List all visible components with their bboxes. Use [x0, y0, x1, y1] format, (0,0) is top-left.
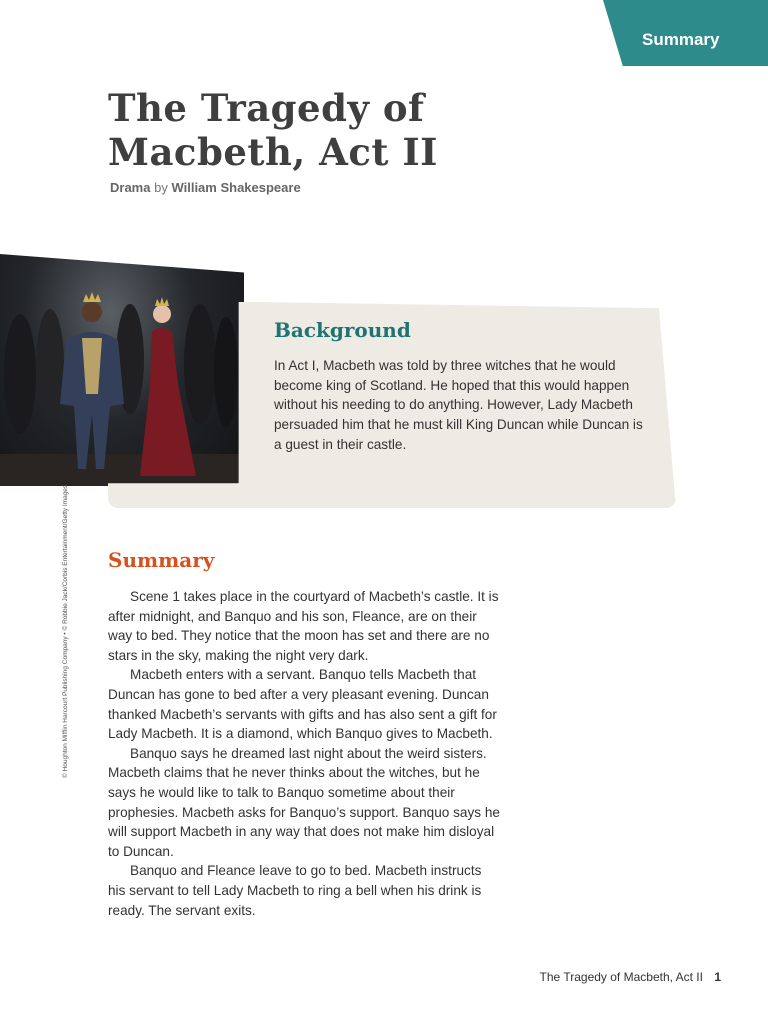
byline [110, 180, 301, 195]
genre-label: Drama [110, 180, 151, 195]
summary-paragraph: Macbeth enters with a servant. Banquo tells Macbeth that Duncan has gone to bed after a very pleasant evening. Duncan thanked Macbeth’s servants with gifts and has also sent a gift for Lady Macbeth. It is a diamond, which Banquo gives to Macbeth. [108, 667, 497, 742]
page-title: The Tragedy of Macbeth, Act II [108, 86, 438, 174]
summary-heading: Summary [108, 548, 215, 572]
stage-photo [0, 254, 244, 486]
author-name: William Shakespeare [171, 180, 301, 195]
summary-body [108, 587, 500, 920]
stage-photo-illustration [0, 254, 244, 486]
photo-credit: © Houghton Mifflin Harcourt Publishing Company • © Robbie Jack/Corbis Entertainment/Getty Images [62, 484, 69, 778]
summary-paragraph: Scene 1 takes place in the courtyard of Macbeth’s castle. It is after midnight, and Banquo and his son, Fleance, are on their way to bed. They notice that the moon has set and there are no stars in the sky, making the night very dark. [108, 589, 499, 663]
background-heading: Background [274, 318, 411, 342]
page-footer [540, 970, 721, 984]
page-number: 1 [714, 970, 721, 984]
footer-title: The Tragedy of Macbeth, Act II [539, 970, 703, 984]
summary-paragraph: Banquo says he dreamed last night about the weird sisters. Macbeth claims that he never thinks about the witches, but he says he would like to talk to Banquo sometime about their prophesies. Macbeth asks for Banquo’s support. Banquo says he will support Macbeth in any way that does not make him disloyal to Duncan. [108, 745, 500, 859]
section-tab-label: Summary [642, 30, 720, 49]
background-text: In Act I, Macbeth was told by three witches that he would become king of Scotland. He hoped that this would happen without his needing to do anything. However, Lady Macbeth persuaded him that he must kill King Duncan while Duncan is a guest in their castle. [274, 358, 643, 452]
summary-paragraph: Banquo and Fleance leave to go to bed. Macbeth instructs his servant to tell Lady Macbeth to ring a bell when his drink is ready. The servant exits. [108, 863, 482, 918]
byline-by: by [154, 180, 168, 195]
